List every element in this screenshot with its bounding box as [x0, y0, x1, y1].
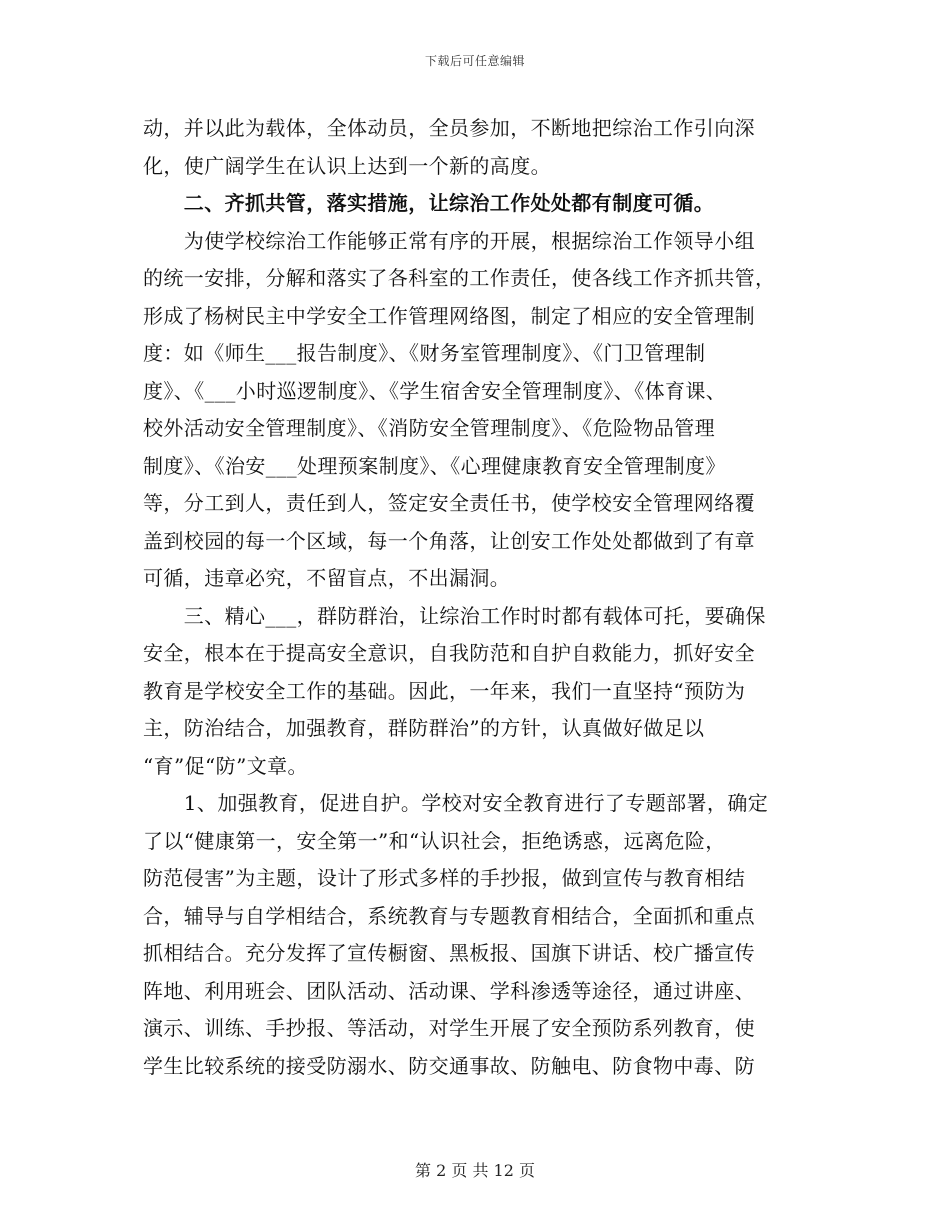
body-line: 等，分工到人，责任到人，签定安全责任书，使学校安全管理网络覆	[143, 491, 755, 515]
body-line: 学生比较系统的接受防溺水、防交通事故、防触电、防食物中毒、防	[143, 1053, 755, 1078]
body-line: 了以“健康第一，安全第一”和“认识社会，拒绝诱惑，远离危险，	[143, 828, 726, 853]
body-line: 阵地、利用班会、团队活动、活动课、学科渗透等途径，通过讲座、	[143, 978, 755, 1003]
body-line: 主，防治结合，加强教育，群防群治”的方针，认真做好做足以	[143, 716, 705, 740]
body-line: 安全，根本在于提高安全意识，自我防范和自护自救能力，抓好安全	[143, 641, 755, 665]
body-line: 三、精心___，群防群治，让综治工作时时都有载体可托，要确保	[143, 603, 766, 628]
body-line: 教育是学校安全工作的基础。因此，一年来，我们一直坚持“预防为	[143, 678, 746, 703]
body-line: 度》、《___小时巡逻制度》、《学生宿舍安全管理制度》、《体育课、	[143, 378, 727, 403]
body-line: 1、加强教育，促进自护。学校对安全教育进行了专题部署，确定	[143, 791, 769, 815]
body-line: 校外活动安全管理制度》、《消防安全管理制度》、《危险物品管理	[143, 416, 715, 440]
body-line: 盖到校园的每一个区域，每一个角落，让创安工作处处都做到了有章	[143, 528, 755, 553]
body-line: 为使学校综治工作能够正常有序的开展，根据综治工作领导小组	[143, 228, 755, 253]
document-body	[143, 110, 823, 1085]
page-footer: 第 2 页 共 12 页	[415, 1161, 535, 1180]
body-line: 的统一安排，分解和落实了各科室的工作责任，使各线工作齐抓共管，	[143, 266, 776, 290]
body-line: 度：如《师生___报告制度》、《财务室管理制度》、《门卫管理制	[143, 341, 706, 365]
body-line: 抓相结合。充分发挥了宣传橱窗、黑板报、国旗下讲话、校广播宣传	[143, 941, 755, 965]
body-line: 演示、训练、手抄报、等活动，对学生开展了安全预防系列教育，使	[143, 1016, 755, 1040]
body-line: 动，并以此为载体，全体动员，全员参加，不断地把综治工作引向深	[143, 116, 755, 140]
body-line: 合，辅导与自学相结合，系统教育与专题教育相结合，全面抓和重点	[143, 903, 755, 928]
body-line: 形成了杨树民主中学安全工作管理网络图，制定了相应的安全管理制	[143, 303, 755, 328]
page-header: 下载后可任意编辑	[424, 54, 525, 68]
body-line: 防范侵害”为主题，设计了形式多样的手抄报，做到宣传与教育相结	[143, 866, 746, 890]
body-line: 可循，违章必究，不留盲点，不出漏洞。	[143, 566, 511, 590]
body-line: 制度》、《治安___处理预案制度》、《心理健康教育安全管理制度》	[143, 453, 726, 478]
body-line: “育”促“防”文章。	[143, 753, 308, 778]
section-heading: 二、齐抓共管，落实措施，让综治工作处处都有制度可循。	[143, 191, 715, 215]
body-line: 化，使广阔学生在认识上达到一个新的高度。	[143, 153, 551, 178]
